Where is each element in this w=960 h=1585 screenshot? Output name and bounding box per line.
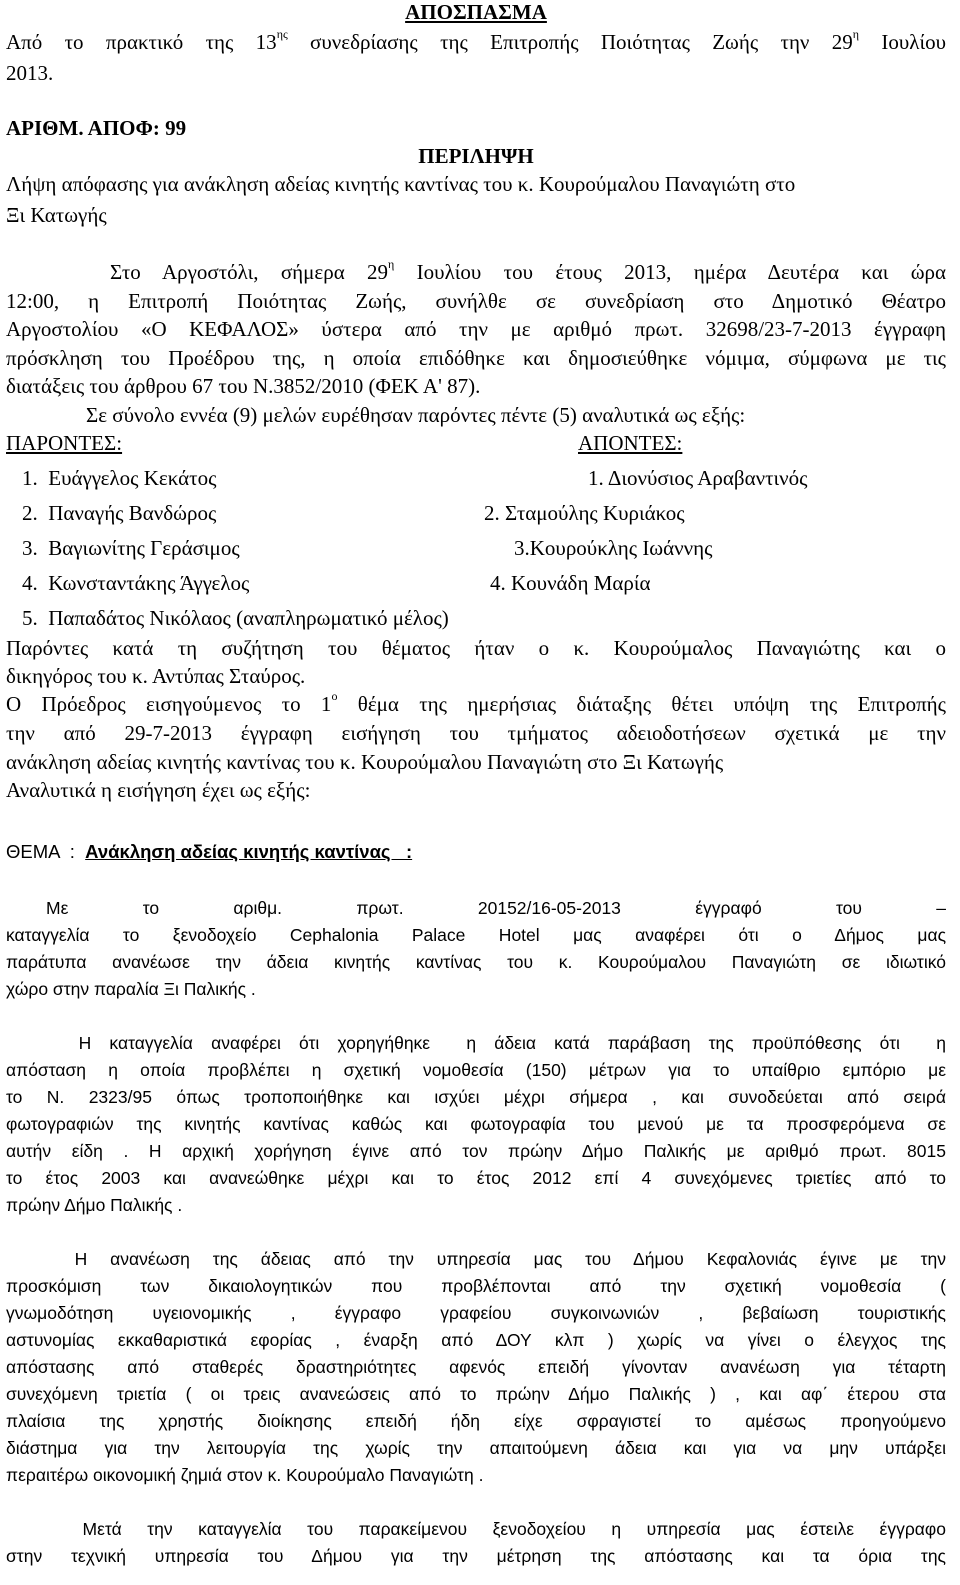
present-member-5: 5. Παπαδάτος Νικόλαος (αναπληρωματικό μέλος)	[22, 606, 449, 630]
present-member-4: 4. Κωνσταντάκης Άγγελος	[22, 571, 250, 595]
p1-line-4: πρόσκληση του Προέδρου της, η οποία επιδόθηκε και δημοσιεύθηκε νόμιμα, σύμφωνα με τις	[6, 346, 946, 370]
decision-number: ΑΡΙΘΜ. ΑΠΟΦ: 99	[6, 116, 187, 140]
p4-line-4: χώρο στην παραλία Ξι Παλικής .	[6, 979, 256, 999]
p5-line-7: πρώην Δήμο Παλικής .	[6, 1195, 183, 1215]
p1-line-5: διατάξεις του άρθρου 67 του Ν.3852/2010 (ΦΕΚ Α' 87).	[6, 374, 481, 398]
p5-line-1: Η καταγγελία αναφέρει ότι χορηγήθηκε η άδεια κατά παράβαση της προϋπόθεσης ότι η	[6, 1033, 946, 1053]
p3-line-4: Αναλυτικά η εισήγηση έχει ως εξής:	[6, 778, 311, 802]
subject-line	[6, 841, 946, 863]
summary-heading: ΠΕΡΙΛΗΨΗ	[418, 144, 534, 168]
p5-line-2: απόσταση η οποία προβλέπει η σχετική νομοθεσία (150) μέτρων για το υπαίθριο εμπόριο με	[6, 1060, 946, 1080]
p4-line-3: παράτυπα ανανέωσε την άδεια κινητής καντίνας του κ. Κουρούμαλου Παναγιώτη σε ιδιωτικό	[6, 952, 946, 972]
summary-line-2: Ξι Κατωγής	[6, 203, 107, 227]
p6-line-9: περαιτέρω οικονομική ζημιά στον κ. Κουρούμαλο Παναγιώτη .	[6, 1465, 484, 1485]
p2-line-1: Παρόντες κατά τη συζήτηση του θέματος ήταν ο κ. Κουρούμαλος Παναγιώτης και ο	[6, 636, 946, 660]
p1-line-1: Στο Αργοστόλι, σήμερα $29^\eta$ Ιουλίου του έτους 2013, ημέρα Δευτέρα και ώρα	[110, 257, 946, 284]
absent-member-4: 4. Κουνάδη Μαρία	[490, 571, 651, 595]
present-member-1: 1. Ευάγγελος Κεκάτος	[22, 466, 217, 490]
p5-line-6: το έτος 2003 και ανανεώθηκε μέχρι και το έτος 2012 επί 4 συνεχόμενες τριετίες από το	[6, 1168, 946, 1188]
p5-line-5: αυτήν είδη . Η αρχική χορήγηση έγινε από τον πρώην Δήμο Παλικής με αριθμό πρωτ. 8015	[6, 1141, 946, 1161]
p3-line-2: την από 29-7-2013 έγγραφη εισήγηση του τμήματος αδειοδοτήσεων σχετικά με την	[6, 721, 946, 745]
present-member-3: 3. Βαγιωνίτης Γεράσιμος	[22, 536, 240, 560]
document-title: ΑΠΟΣΠΑΣΜΑ	[405, 0, 547, 24]
subject-text: Ανάκληση αδείας κινητής καντίνας :	[85, 841, 413, 862]
p6-line-1: Η ανανέωση της άδειας από την υπηρεσία μας του Δήμου Κεφαλονιάς έγινε με την	[6, 1249, 946, 1269]
intro-line-2: 2013.	[6, 61, 54, 85]
p6-line-5: απόστασης από σταθερές δραστηριότητες αφενός επειδή γίνονταν ανανέωση για τέταρτη	[6, 1357, 946, 1377]
absent-member-2: 2. Σταμούλης Κυριάκος	[484, 501, 685, 525]
p4-line-2: καταγγελία το ξενοδοχείο Cephalonia Palace Hotel μας αναφέρει ότι ο Δήμος μας	[6, 925, 946, 945]
absent-heading: ΑΠΟΝΤΕΣ:	[578, 431, 683, 455]
p6-line-7: πλαίσια της χρηστής διοίκησης επειδή ήδη είχε σφραγιστεί το αμέσως προηγούμενο	[6, 1411, 946, 1431]
p2-line-2: δικηγόρος του κ. Αντύπας Σταύρος.	[6, 664, 306, 688]
p4-line-1: Με το αριθμ. πρωτ. 20152/16-05-2013 έγγραφό του –	[46, 898, 946, 918]
members-line: Σε σύνολο εννέα (9) μελών ευρέθησαν παρόντες πέντε (5) αναλυτικά ως εξής:	[86, 403, 746, 427]
present-member-2: 2. Παναγής Βανδώρος	[22, 501, 217, 525]
summary-line-1: Λήψη απόφασης για ανάκληση αδείας κινητής καντίνας του κ. Κουρούμαλου Παναγιώτη στο	[6, 172, 796, 196]
p5-line-3: το Ν. 2323/95 όπως τροποποιήθηκε και ισχύει μέχρι σήμερα , και συνοδεύεται από σειρά	[6, 1087, 946, 1107]
p1-line-3: Αργοστολίου «Ο ΚΕΦΑΛΟΣ» ύστερα από την με αριθμό πρωτ. 32698/23-7-2013 έγγραφη	[6, 317, 946, 341]
p1-line-2: 12:00, η Επιτροπή Ποιότητας Ζωής, συνήλθε σε συνεδρίαση στο Δημοτικό Θέατρο	[6, 289, 946, 313]
p6-line-3: γνωμοδότηση υγειονομικής , έγγραφο γραφείου συγκοινωνιών , βεβαίωση τουριστικής	[6, 1303, 946, 1323]
present-heading: ΠΑΡΟΝΤΕΣ:	[6, 431, 123, 455]
p6-line-6: συνεχόμενη τριετία ( οι τρεις ανανεώσεις από το πρώην Δήμο Παλικής ) , και αφ΄ έτερου στα	[6, 1384, 946, 1404]
p5-line-4: φωτογραφιών της κινητής καντίνας καθώς και φωτογραφία του μενού με τα προσφερόμενα σε	[6, 1114, 946, 1134]
absent-member-1: 1. Διονύσιος Αραβαντινός	[588, 466, 808, 490]
p3-line-3: ανάκληση αδείας κινητής καντίνας του κ. Κουρούμαλου Παναγιώτη στο Ξι Κατωγής	[6, 750, 724, 774]
absent-member-3: 3.Κουρούκλης Ιωάννης	[514, 536, 713, 560]
p6-line-2: προσκόμιση των δικαιολογητικών που προβλέπονται από την σχετική νομοθεσία (	[6, 1276, 946, 1296]
p3-line-1: Ο Πρόεδρος εισηγούμενος το $1^o$ θέμα της ημερήσιας διάταξης θέτει υπόψη της Επιτροπής	[6, 689, 946, 716]
intro-line-1: Από το πρακτικό της $13^{\eta\varsigma}$ συνεδρίασης της Επιτροπής Ποιότητας Ζωής την $29^\eta$ Ιουλίου	[6, 27, 947, 54]
p6-line-4: αστυνομίας εκκαθαριστικά εφορίας , έναρξη από ΔΟΥ κλπ ) χωρίς να γίνει ο έλεγχος της	[6, 1330, 946, 1350]
subject-label: ΘΕΜΑ :	[6, 841, 86, 862]
p7-line-2: στην τεχνική υπηρεσία του Δήμου για την μέτρηση της απόστασης και τα όρια της	[6, 1546, 946, 1566]
p7-line-1: Μετά την καταγγελία του παρακείμενου ξενοδοχείου η υπηρεσία μας έστειλε έγγραφο	[6, 1519, 946, 1539]
p6-line-8: διάστημα για την λειτουργία της χωρίς την απαιτούμενη άδεια και για να μην υπάρξει	[6, 1438, 946, 1458]
